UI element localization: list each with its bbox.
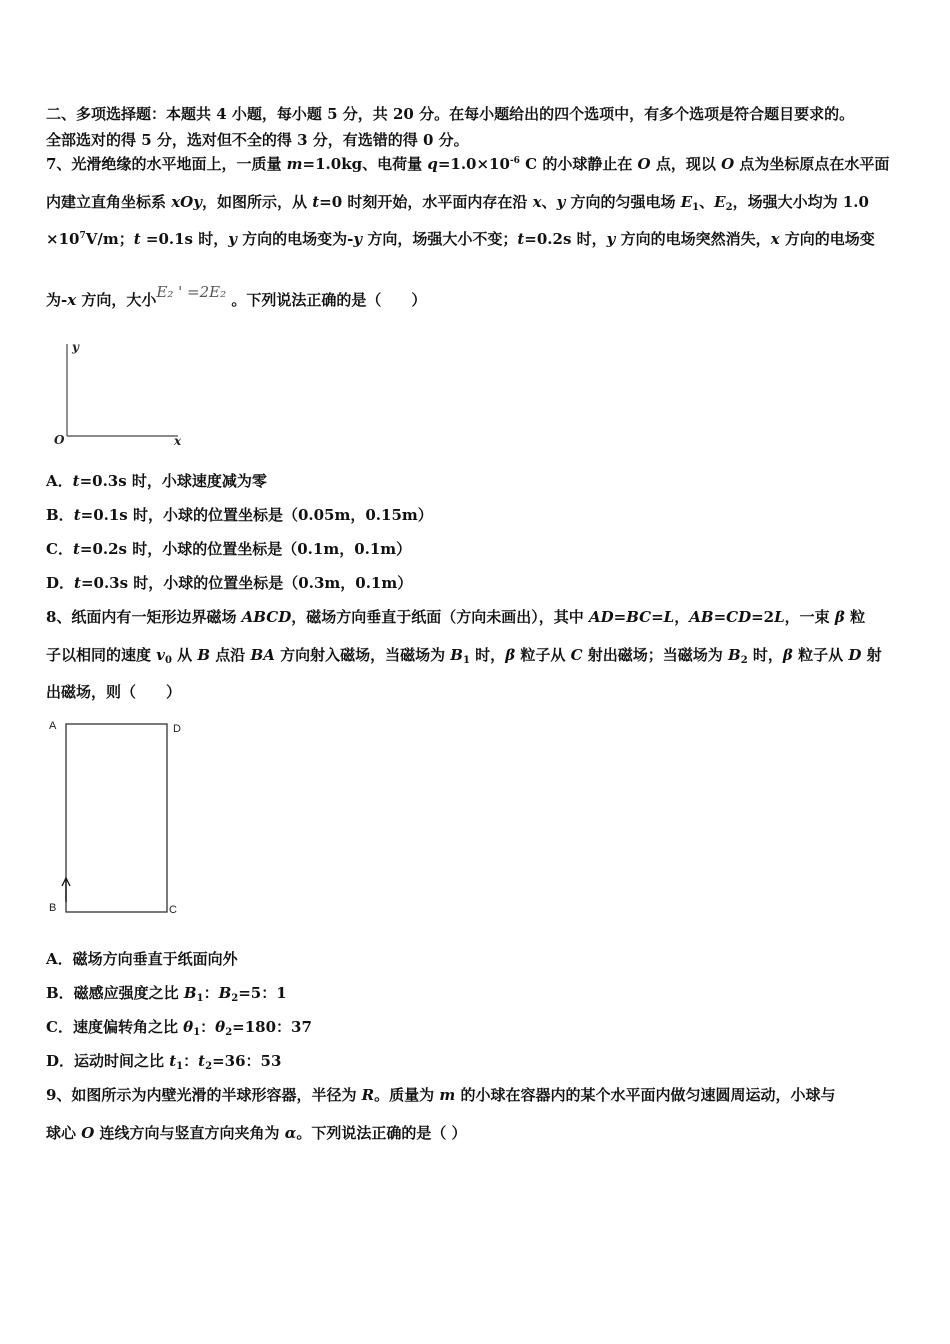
x-axis-label: x: [174, 434, 182, 448]
label-d: D: [173, 723, 181, 735]
q8-option-c: C．速度偏转角之比 $\theta_1$：$\theta_2=180$：37: [46, 1018, 312, 1038]
q8-line-2: 子以相同的速度 $v_0$ 从 B 点沿 BA 方向射入磁场，当磁场为 $B_1$ 时，β 粒子从 C 射出磁场；当磁场为 $B_2$ 时，β 粒子从 D 射: [46, 646, 882, 666]
q9-line-1: 9、如图所示为内壁光滑的半球形容器，半径为 R。质量为 m 的小球在容器内的某个水平面内做匀速圆周运动，小球与: [46, 1086, 836, 1104]
q7-line-2: 内建立直角坐标系 xOy，如图所示，从 t=0 时刻开始，水平面内存在沿 x、y 方向的匀强电场 $E_1$、$E_2$，场强大小均为 1.0: [46, 193, 869, 213]
q7-option-c: C．t=0.2s 时，小球的位置坐标是（0.1m，0.1m）: [46, 540, 412, 558]
label-b: B: [49, 902, 57, 914]
label-c: C: [169, 904, 177, 916]
label-a: A: [49, 720, 57, 732]
q8-option-a: A．磁场方向垂直于纸面向外: [46, 950, 238, 968]
q7-axes-figure: [50, 338, 190, 450]
q9-line-2: 球心 O 连线方向与竖直方向夹角为 α。下列说法正确的是（ ）: [46, 1124, 467, 1142]
q7-line-1: 7、光滑绝缘的水平地面上，一质量 m=1.0kg、电荷量 $q=1.0\times 10^{-6}$ C 的小球静止在 O 点，现以 O 点为坐标原点在水平面: [46, 155, 890, 173]
section-heading-2: 全部选对的得 5 分，选对但不全的得 3 分，有选错的得 0 分。: [46, 131, 469, 149]
q7-option-d: D．t=0.3s 时，小球的位置坐标是（0.3m，0.1m）: [46, 574, 413, 592]
formula-e2-prime: E₂ ' =2E₂: [156, 283, 227, 301]
q8-line-1: 8、纸面内有一矩形边界磁场 ABCD，磁场方向垂直于纸面（方向未画出），其中 AD=BC=L，AB=CD=2L，一束 β 粒: [46, 608, 866, 626]
q8-rectangle-figure: [44, 712, 194, 922]
q7-option-b: B．t=0.1s 时，小球的位置坐标是（0.05m，0.15m）: [46, 506, 433, 524]
field-rectangle: [66, 724, 167, 912]
q8-line-3: 出磁场，则（ ）: [46, 683, 182, 701]
section-heading: 二、多项选择题：本题共 4 小题，每小题 5 分，共 20 分。在每小题给出的四个选项中，有多个选项是符合题目要求的。: [46, 105, 855, 123]
q8-option-b: B．磁感应强度之比 $B_1$：$B_2=5$：1: [46, 984, 287, 1004]
q7-line-4: 为-x 方向，大小E₂ ' =2E₂ 。下列说法正确的是（ ）: [46, 283, 427, 309]
q7-line-3: $\times 10^7V/m$；t =0.1s 时，y 方向的电场变为-y 方向，场强大小不变；t=0.2s 时，y 方向的电场突然消失，x 方向的电场变: [46, 230, 875, 248]
y-axis-label: y: [72, 340, 79, 354]
origin-label: O: [54, 433, 65, 447]
q8-option-d: D．运动时间之比 $t_1$：$t_2=36$：53: [46, 1052, 282, 1072]
q7-option-a: A．t=0.3s 时，小球速度减为零: [46, 472, 267, 490]
